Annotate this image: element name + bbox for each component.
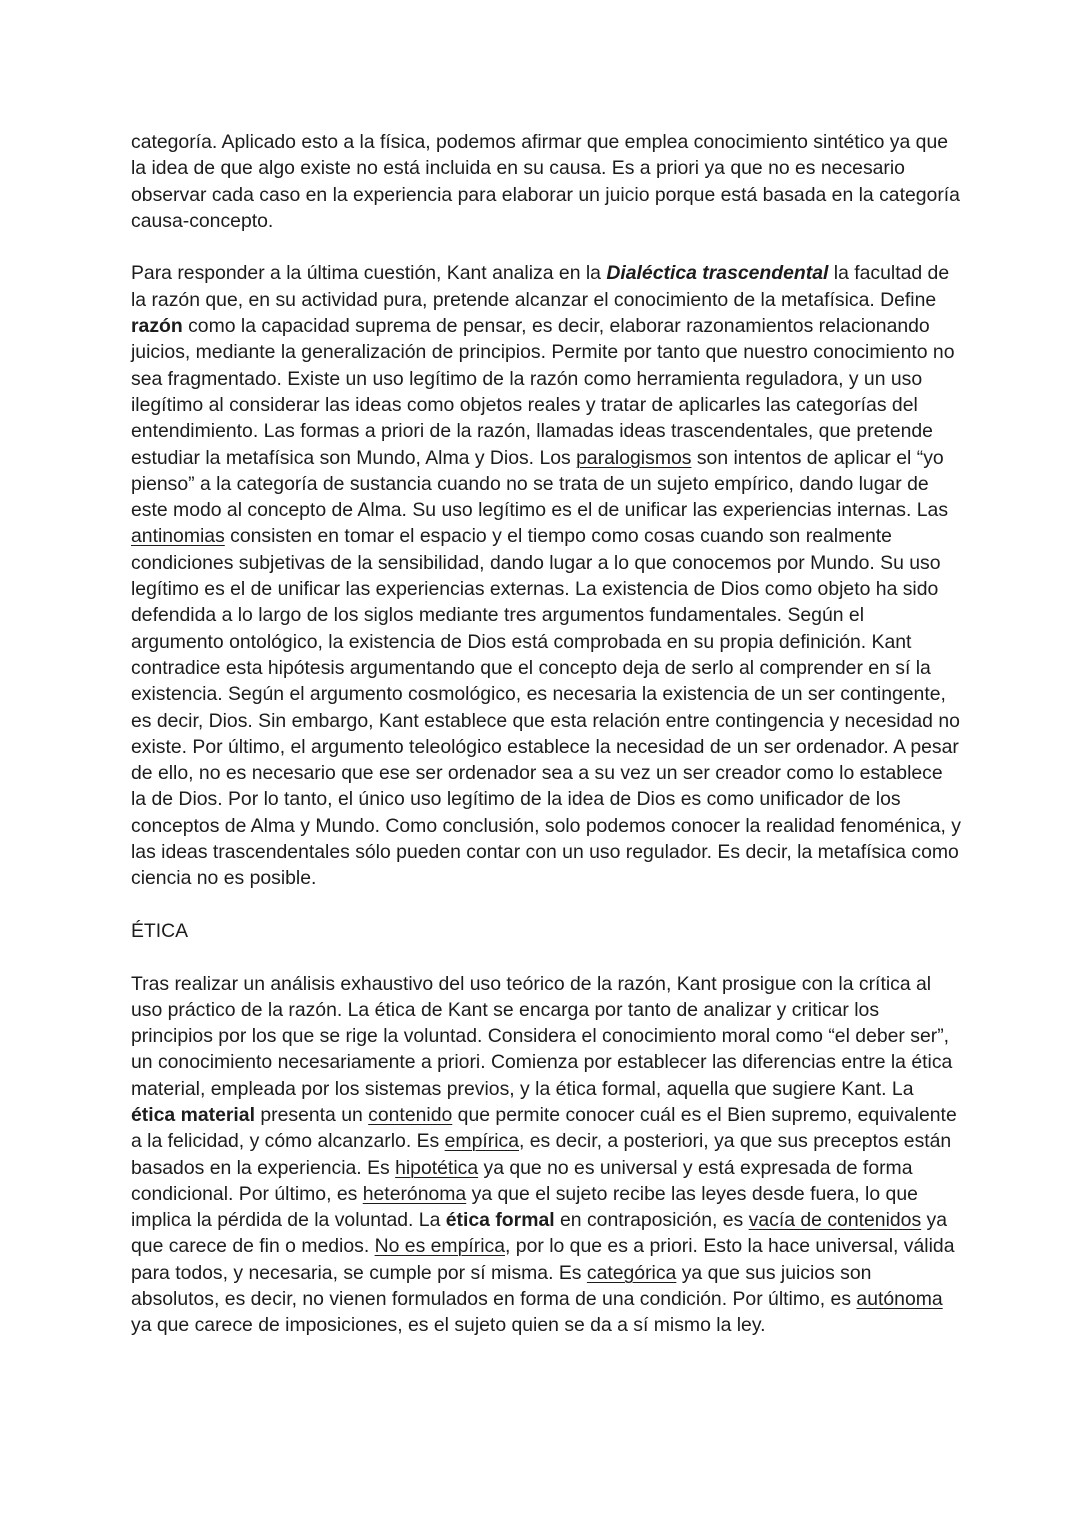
text-run: que permite conocer cuál es el Bien supremo, equivalente a la felicidad, y cómo alcanzarlo. Es: [131, 1103, 957, 1153]
text-run: consisten en tomar el espacio y el tiempo como cosas cuando son realmente condiciones subjetivas de la sensibilidad, dando lugar a lo que conocemos por Mundo. Su uso legítimo es el de unificar las experiencias externas. La existencia de Dios como objeto ha sido defendida a lo largo de los siglos mediante tres argumentos fundamentales. Según el argumento ontológico, la existencia de Dios está comprobada en su propia definición. Kant contradice esta hipótesis argumentando que el concepto deja de serlo al comprender en sí la existencia. Según el argumento cosmológico, es necesaria la existencia de un ser contingente, es decir, Dios. Sin embargo, Kant establece que esta relación entre contingencia y necesidad no existe. Por último, el argumento teleológico establece la necesidad de un ser ordenador. A pesar de ello, no es necesario que ese ser ordenador sea a su vez un ser creador como lo establece la de Dios. Por lo tanto, el único uso legítimo de la idea de Dios es como unificador de los conceptos de Alma y Mundo. Como conclusión, solo podemos conocer la realidad fenoménica, y las ideas trascendentales sólo pueden contar con un uso regulador. Es decir, la metafísica como ciencia no es posible.: [131, 525, 961, 890]
underlined-vacia-de-contenidos: vacía de contenidos: [748, 1209, 922, 1232]
text-run: en contraposición, es: [554, 1209, 749, 1232]
section-heading-etica: [131, 918, 961, 944]
underlined-hipotetica: hipotética: [395, 1156, 479, 1179]
bold-etica-formal: ética formal: [445, 1209, 555, 1232]
underlined-no-es-empirica: No es empírica: [374, 1235, 506, 1258]
text-run: ya que sus juicios son absolutos, es decir, no vienen formulados en forma de una condición. Por último, es: [131, 1261, 872, 1311]
text-run: , es decir, a posteriori, ya que sus preceptos están basados en la experiencia. Es: [131, 1130, 952, 1179]
underlined-antinomias: antinomias: [131, 525, 225, 548]
underlined-categorica: categórica: [586, 1261, 677, 1284]
bold-etica-material: ética material: [131, 1103, 255, 1126]
heading-text: ÉTICA: [131, 919, 189, 942]
paragraph-categoria: [131, 129, 961, 234]
paragraph-text: categoría. Aplicado esto a la física, podemos afirmar que emplea conocimiento sintético ya que la idea de que algo existe no está incluida en su causa. Es a priori ya que no es necesario observar cada caso en la experiencia para elaborar un juicio porque está basada en la categoría causa-concepto.: [131, 131, 960, 232]
underlined-contenido: contenido: [368, 1103, 453, 1126]
text-run: Para responder a la última cuestión, Kant analiza en la: [131, 262, 607, 285]
paragraph-dialectica: [131, 260, 961, 891]
underlined-heteronoma: heterónoma: [362, 1182, 467, 1205]
underlined-empirica: empírica: [444, 1130, 519, 1153]
text-run: como la capacidad suprema de pensar, es decir, elaborar razonamientos relacionando juicios, mediante la generalización de principios. Permite por tanto que nuestro conocimiento no sea fragmentado. Existe un uso legítimo de la razón como herramienta reguladora, y un uso ilegítimo al considerar las ideas como objetos reales y tratar de aplicarles las categorías del entendimiento. Las formas a priori de la razón, llamadas ideas trascendentales, que pretende estudiar la metafísica son Mundo, Alma y Dios. Los: [131, 315, 955, 469]
text-run: la facultad de la razón que, en su actividad pura, pretende alcanzar el conocimiento de la metafísica. Define: [131, 262, 950, 311]
text-run: ya que no es universal y está expresada de forma condicional. Por último, es: [131, 1156, 913, 1205]
bold-razon: razón: [131, 315, 183, 338]
text-run: ya que el sujeto recibe las leyes desde fuera, lo que implica la pérdida de la voluntad. La: [131, 1182, 918, 1232]
document-page: [131, 129, 961, 1339]
underlined-autonoma: autónoma: [856, 1288, 943, 1311]
text-run: , por lo que es a priori. Esto la hace universal, válida para todos, y necesaria, se cumple por sí misma. Es: [131, 1235, 955, 1284]
text-run: ya que carece de imposiciones, es el sujeto quien se da a sí mismo la ley.: [131, 1314, 766, 1337]
text-run: ya que carece de fin o medios.: [131, 1209, 948, 1258]
text-run: son intentos de aplicar el “yo pienso” a la categoría de sustancia cuando no se trata de un sujeto empírico, dando lugar de este modo al concepto de Alma. Su uso legítimo es el de unificar las experiencias internas. Las: [131, 446, 949, 522]
text-run: presenta un: [254, 1103, 369, 1126]
underlined-paralogismos: paralogismos: [576, 446, 692, 469]
emphasis-dialectica: Dialéctica trascendental: [606, 262, 829, 285]
paragraph-etica: [131, 971, 961, 1339]
text-run: Tras realizar un análisis exhaustivo del uso teórico de la razón, Kant prosigue con la crítica al uso práctico de la razón. La ética de Kant se encarga por tanto de analizar y criticar los principios por los que se rige la voluntad. Considera el conocimiento moral como “el deber ser”, un conocimiento necesariamente a priori. Comienza por establecer las diferencias entre la ética material, empleada por los sistemas previos, y la ética formal, aquella que sugiere Kant. La: [131, 972, 953, 1100]
